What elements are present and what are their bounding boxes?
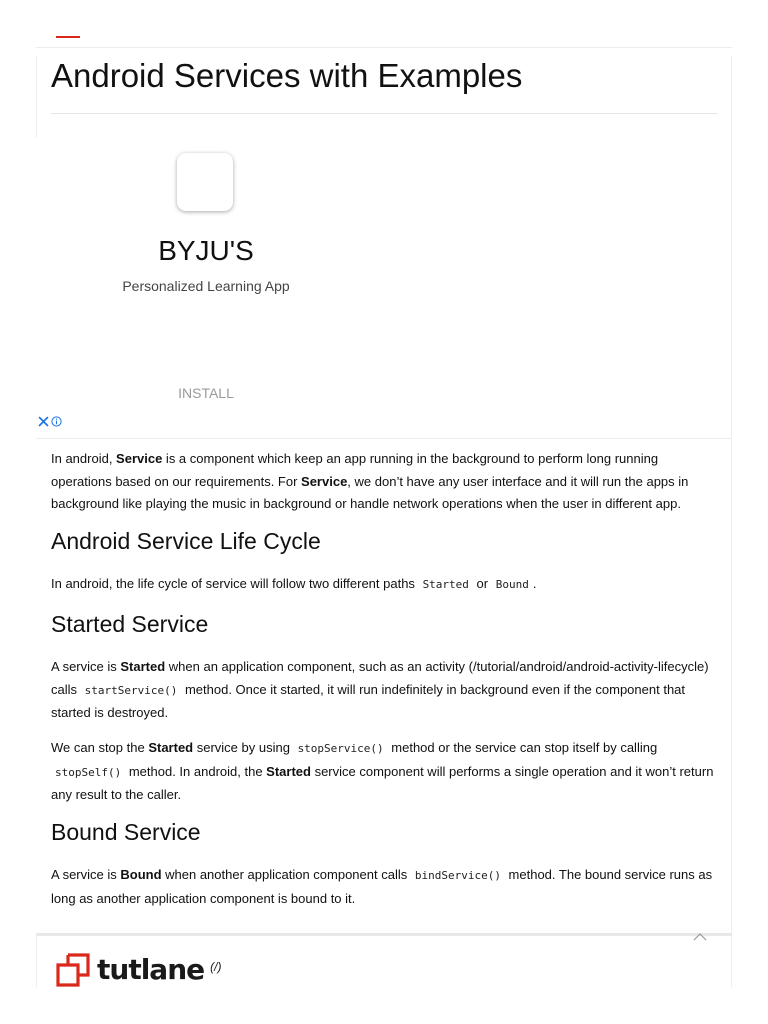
inline-code: stopSelf() — [55, 765, 122, 779]
bold-term: Started — [266, 763, 311, 779]
ad-divider — [36, 438, 732, 439]
text-run: , we don’t have any user interface and it will run the apps in background like playing the music in background or handle network operations when the user in different app. — [51, 473, 689, 511]
footer-divider — [36, 933, 732, 936]
text-run: We can stop the — [51, 740, 149, 755]
ad-app-tagline: Personalized Learning App — [122, 278, 290, 294]
text-run: In android, — [51, 451, 117, 466]
ad-banner[interactable] — [36, 138, 732, 438]
home-logo-link[interactable] — [55, 950, 221, 990]
text-run: when another application component calls — [161, 867, 411, 882]
lifecycle-heading: Android Service Life Cycle — [51, 528, 321, 554]
page-title: Android Services with Examples — [51, 57, 523, 94]
bold-term: Started — [148, 740, 194, 755]
text-run: service component will performs a single operation and it won’t return any result to the caller. — [51, 763, 714, 802]
app-icon[interactable] — [177, 153, 233, 211]
text-run: method or the service can stop itself by calling — [387, 740, 658, 755]
started-paragraph-1 — [51, 656, 719, 725]
info-icon[interactable] — [51, 416, 62, 427]
inline-code: Bound — [495, 578, 529, 591]
title-divider — [51, 113, 718, 114]
ad-choices[interactable] — [38, 413, 62, 429]
inline-code: stopService() — [297, 742, 384, 755]
install-button[interactable]: INSTALL — [178, 385, 234, 401]
started-paragraph-2 — [51, 737, 719, 807]
intro-paragraph — [51, 448, 719, 516]
bold-term: Service — [301, 473, 348, 489]
text-run: is a component which keep an app running in the background to perform long running operations based on our requirements. For — [51, 451, 659, 489]
inline-code: startService() — [84, 683, 178, 697]
bound-service-heading: Bound Service — [51, 819, 201, 845]
inline-code: bindService() — [414, 869, 501, 882]
close-icon[interactable] — [38, 416, 49, 427]
ad-app-name[interactable]: BYJU'S — [158, 235, 254, 266]
text-run: method. Once it started, it will run indefinitely in background even if the component that started is destroyed. — [51, 681, 686, 720]
text-run: or — [472, 576, 492, 591]
bold-term: Service — [116, 451, 163, 466]
text-run: . — [532, 576, 537, 591]
text-run: A service is — [51, 867, 121, 882]
text-run: method. In android, the — [125, 763, 267, 779]
text-run: when an application component, such as an activity (/tutorial/android/android-activity-lifecycle) calls — [51, 659, 709, 697]
lifecycle-paragraph — [51, 573, 719, 597]
text-run: In android, the life cycle of service will follow two different paths — [51, 576, 419, 591]
tutlane-logo-icon — [55, 952, 91, 988]
bound-paragraph — [51, 864, 719, 910]
logo-wordmark: tutlane — [97, 953, 205, 986]
top-divider — [36, 47, 732, 48]
footer-border-right — [731, 936, 732, 988]
footer-border-left — [36, 936, 37, 988]
inline-code: Started — [422, 578, 469, 591]
bold-term: Started — [120, 659, 166, 674]
logo-link-suffix: (/) — [210, 960, 222, 974]
top-accent-bar — [56, 36, 80, 38]
bold-term: Bound — [120, 867, 162, 882]
started-service-heading: Started Service — [51, 611, 209, 637]
text-run: service by using — [193, 740, 294, 755]
text-run: method. The bound service runs as long as another application component is bound to it. — [51, 867, 713, 906]
chevron-up-icon[interactable] — [692, 932, 708, 942]
text-run: A service is — [51, 659, 121, 674]
